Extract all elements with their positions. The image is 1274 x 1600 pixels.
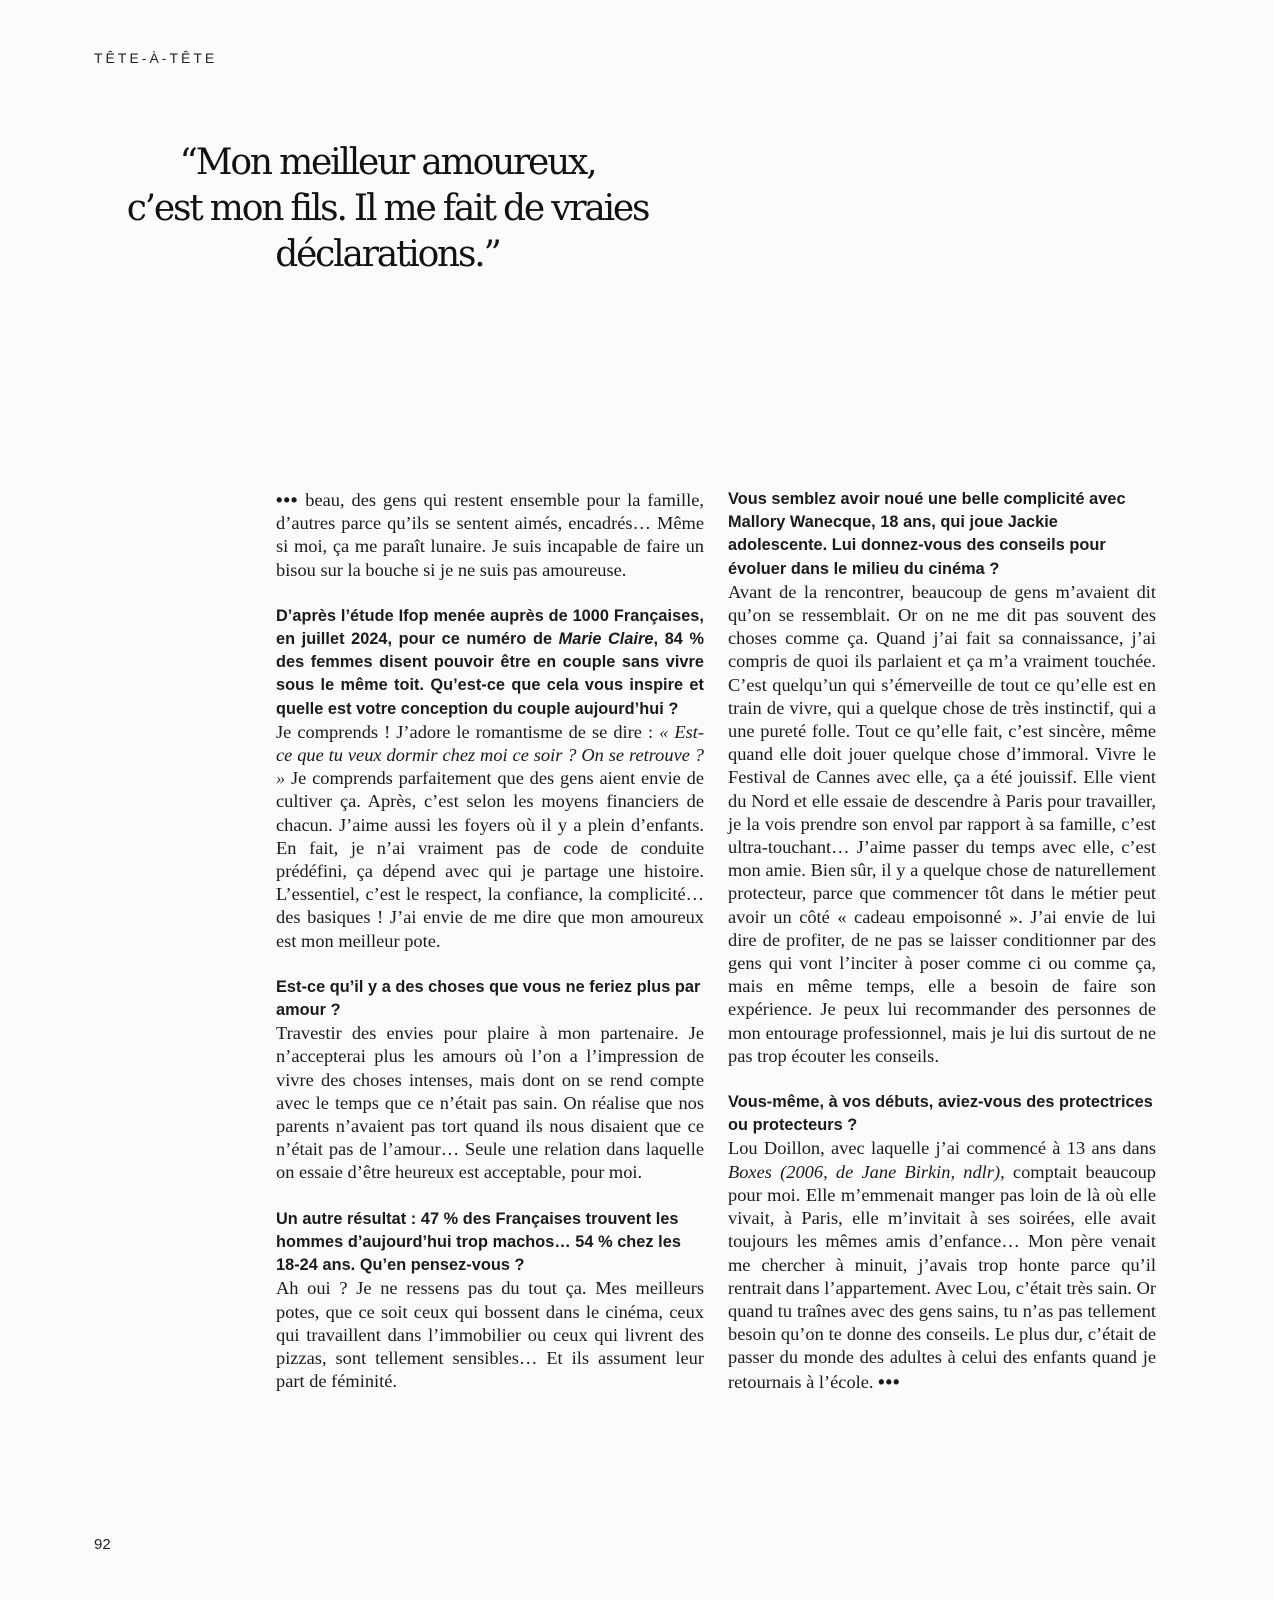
section-label: TÊTE-À-TÊTE bbox=[94, 50, 218, 66]
pull-quote bbox=[110, 140, 665, 278]
answer-text: Je comprends parfaitement que des gens aient envie de cultiver ça. Après, c’est selon les moyens financiers de chacun. J’aime aussi les foyers où il y a plein d’enfants. En fait, je n’ai vraiment pas de code de conduite prédéfini, ça dépend avec qui je partage une histoire. L’essentiel, c’est le respect, la confiance, la complicité… des basiques ! J’ai envie de me dire que mon amoureux est mon meilleur pote. bbox=[276, 768, 704, 951]
intro-text: beau, des gens qui restent ensemble pour la famille, d’autres parce qu’ils se sentent aimés, encadrés… Même si moi, ça me paraît lunaire. Je suis incapable de faire un bisou sur la bouche si je ne suis pas amoureuse. bbox=[276, 490, 704, 580]
magazine-name: Marie Claire bbox=[558, 630, 654, 649]
pull-quote-line-2: c’est mon fils. Il me fait de vraies bbox=[126, 188, 649, 229]
continuation-marker: ••• bbox=[276, 489, 299, 510]
continuation-marker: ••• bbox=[878, 1370, 901, 1392]
interview-question: Vous semblez avoir noué une belle complicité avec Mallory Wanecque, 18 ans, qui joue Jackie adolescente. Lui donnez-vous des conseils pour évoluer dans le milieu du cinéma ? bbox=[728, 490, 1126, 578]
article-column-left bbox=[276, 488, 704, 1393]
answer-text: Lou Doillon, avec laquelle j’ai commencé à 13 ans dans bbox=[728, 1138, 1156, 1159]
article-column-right bbox=[728, 488, 1156, 1394]
answer-paragraph bbox=[276, 488, 704, 582]
film-reference: Boxes (2006, de Jane Birkin, ndlr), bbox=[728, 1161, 1005, 1182]
pull-quote-line-3: déclarations.” bbox=[275, 234, 500, 275]
question-text: , 84 % des femmes disent pouvoir être en couple sans vivre sous le même toit. Qu’est-ce que cela vous inspire et quelle est votre conception du couple aujourd’hui ? bbox=[276, 630, 704, 718]
answer-text: Je comprends ! J’adore le romantisme de se dire : bbox=[276, 721, 654, 742]
pull-quote-line-1: “Mon meilleur amoureux, bbox=[179, 142, 596, 183]
page-number: 92 bbox=[94, 1536, 111, 1553]
interview-question: Un autre résultat : 47 % des Françaises trouvent les hommes d’aujourd’hui trop machos… 54 % chez les 18-24 ans. Qu’en pensez-vous ? bbox=[276, 1209, 681, 1275]
interview-question bbox=[276, 605, 704, 721]
answer-paragraph: Ah oui ? Je ne ressens pas du tout ça. Mes meilleurs potes, que ce soit ceux qui bossent dans le cinéma, ceux qui travaillent dans l’immobilier ou ceux qui livrent des pizzas, sont tellement sensibles… Et ils assument leur part de féminité. bbox=[276, 1278, 704, 1392]
interview-question: Est-ce qu’il y a des choses que vous ne feriez plus par amour ? bbox=[276, 977, 701, 1020]
interview-question: Vous-même, à vos débuts, aviez-vous des protectrices ou protecteurs ? bbox=[728, 1093, 1153, 1135]
answer-text: comptait beaucoup pour moi. Elle m’emmenait manger pas loin de là où elle vivait, à Paris, elle m’invitait à ses soirées, elle avait toujours les mêmes amis d’enfance… Mon père venait me chercher à minuit, j’avais trop honte parce qu’il rentrait dans l’appartement. Avec Lou, c’était très sain. Or quand tu traînes avec des gens sains, tu n’as pas tellement besoin qu’on te donne des conseils. Le plus dur, c’était de passer du monde des adultes à celui des enfants quand je retournais à l’école. bbox=[728, 1161, 1156, 1392]
question-text: D’après l’étude Ifop menée auprès de 1000 Françaises, en juillet 2024, pour ce numéro de bbox=[276, 606, 704, 649]
answer-paragraph bbox=[276, 721, 704, 953]
answer-paragraph: Avant de la rencontrer, beaucoup de gens m’avaient dit qu’on se ressemblait. Or on ne me dit pas souvent des choses comme ça. Quand j’ai fait sa connaissance, j’ai compris de quoi ils parlaient et ça m’a vraiment touchée. C’est quelqu’un qui s’émerveille de tout ce qu’elle est en train de vivre, qui a quelque chose de très instinctif, qui a une pureté folle. Tout ce qu’elle fait, c’est sincère, même quand elle doit jouer quelque chose d’immoral. Vivre le Festival de Cannes avec elle, ça a été jouissif. Elle vient du Nord et elle essaie de descendre à Paris pour travailler, je la vois prendre son envol par rapport à sa famille, c’est ultra-touchant… J’aime passer du temps avec elle, c’est mon amie. Bien sûr, il y a quelque chose de naturellement protecteur, parce que commencer tôt dans le métier peut avoir un côté « cadeau empoisonné ». J’ai envie de lui dire de profiter, de ne pas se laisser conditionner par des gens qui vont l’inciter à poser comme ci ou comme ça, mais en même temps, elle a besoin de faire son expérience. Je peux lui recommander des personnes de mon entourage professionnel, mais je lui dis surtout de ne pas trop écouter les conseils. bbox=[728, 581, 1156, 1066]
answer-paragraph bbox=[728, 1137, 1156, 1393]
answer-paragraph: Travestir des envies pour plaire à mon partenaire. Je n’accepterai plus les amours où l’on a l’impression de vivre des choses intenses, mais dont on se rend compte avec le temps que ce n’était pas sain. On réalise que nos parents n’avaient pas tort quand ils nous disaient que ce n’était pas de l’amour… Seule une relation dans laquelle on essaie d’être heureux est acceptable, pour moi. bbox=[276, 1023, 704, 1183]
answer-quote: « Est-ce que tu veux dormir chez moi ce soir ? On se retrouve ? » bbox=[276, 721, 704, 789]
